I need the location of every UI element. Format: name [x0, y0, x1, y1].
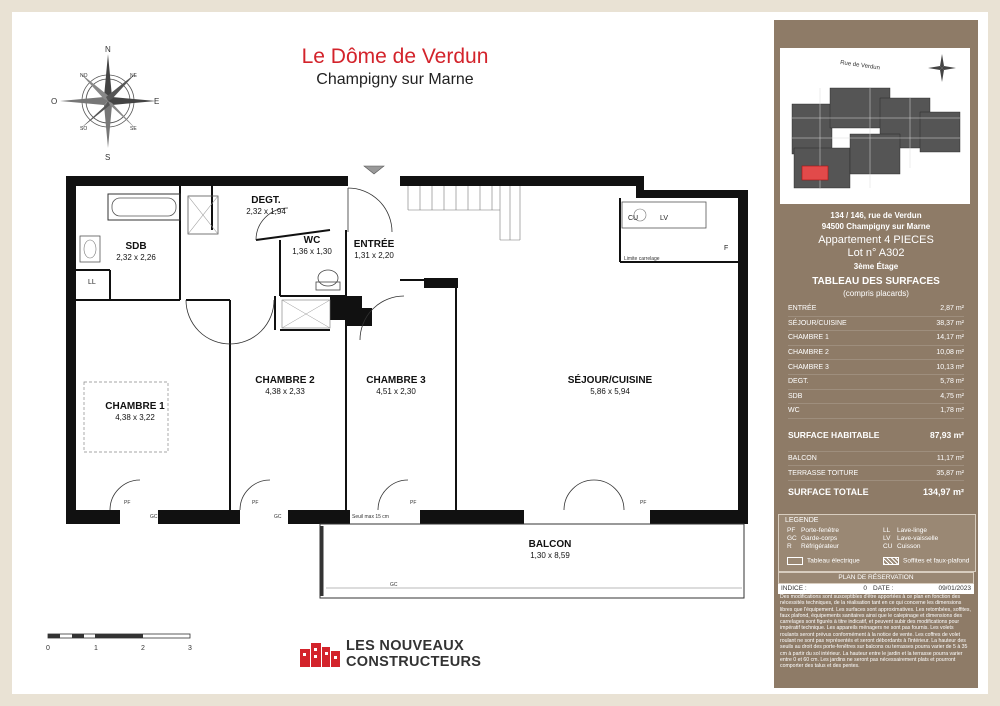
surface-total-row: SURFACE TOTALE 134,97 m² [788, 486, 964, 497]
reservation-title: PLAN DE RÉSERVATION [778, 572, 974, 584]
surface-row: CHAMBRE 3 10,13 m² [788, 360, 964, 375]
room-degt-dim: 2,32 x 1,94 [246, 207, 286, 216]
room-sdb [110, 240, 162, 263]
room-balcon-name: BALCON [528, 539, 572, 550]
soffites-hatch-icon [883, 557, 899, 565]
surfaces-table [788, 302, 964, 503]
label-pf-4: PF [640, 500, 647, 506]
surface-row: SÉJOUR/CUISINE 38,37 m² [788, 317, 964, 332]
compass-so: SO [80, 126, 88, 132]
room-chambre3-dim: 4,51 x 2,30 [376, 387, 416, 396]
project-title-block [240, 44, 550, 90]
room-wc [288, 234, 336, 257]
legend-title: LEGENDE [785, 517, 819, 524]
legend-tableau: Tableau électrique [787, 557, 860, 565]
disclaimer-notes: Des modifications sont susceptibles d'être apportées à ce plan en fonction des nécessités techniques, de la réalisation tant en ce qui concerne les dimensions libres que l'équipement. Les surfaces sont approximatives. Les retombées, soffites, faux plafond, équipements sanitaires ainsi que le calepinage et dimensions des carrelages sont figurés à titre indicatif, et peuvent subir des modifications pour impératif technique. Les appareils ménagers ne sont pas fournis. Les volets roulants seront prévus conformément à la notice de vente. Les coffres de volet roulant ne sont pas représentés et seront débordants à l'intérieur. La hauteur des seuils au droit des porte-fenêtres sur balcons ou terrasses pourra varier de 5 à 35 cm à partir du sol intérieur. La hauteur entre le jardin et la terrasse pourra varier entre 0 et 60 cm. Les jardins ne seront pas nécessairement plats et pourront comporter des talus et des pentes. [780, 594, 971, 670]
room-entree-dim: 1,31 x 2,20 [354, 251, 394, 260]
room-chambre3-name: CHAMBRE 3 [366, 375, 426, 386]
lot-highlight [802, 166, 828, 180]
surfaces-title-block [774, 276, 978, 300]
compass-n: N [105, 45, 111, 54]
logo-line1: LES NOUVEAUX [346, 638, 465, 654]
apartment-type: Appartement 4 PIECES [818, 234, 934, 246]
compass-ne: NE [130, 73, 137, 79]
address-line2: 94500 Champigny sur Marne [821, 222, 931, 231]
legend-soffites: Soffites et faux-plafond [883, 557, 969, 565]
room-sejour-dim: 5,86 x 5,94 [590, 387, 630, 396]
legend-box [778, 514, 976, 572]
floor-level: 3ème Étage [853, 262, 899, 271]
room-sejour-name: SÉJOUR/CUISINE [567, 375, 653, 386]
site-plan-thumbnail [780, 48, 970, 204]
reservation-block [778, 572, 974, 594]
logo-line2: CONSTRUCTEURS [346, 654, 482, 670]
surface-row: ENTRÉE 2,87 m² [788, 302, 964, 317]
room-entree-name: ENTRÉE [353, 239, 395, 250]
info-panel [774, 20, 978, 688]
room-balcon-dim: 1,30 x 8,59 [530, 551, 570, 560]
room-balcon [500, 538, 600, 561]
compass-o: O [51, 97, 58, 106]
label-ll: LL [88, 279, 96, 286]
project-city: Champigny sur Marne [316, 71, 474, 88]
lot-number: Lot n° A302 [847, 247, 905, 259]
room-sdb-dim: 2,32 x 2,26 [116, 253, 156, 262]
room-chambre2-name: CHAMBRE 2 [255, 375, 315, 386]
label-limite: Limite carrelage [624, 256, 660, 262]
compass-e: E [154, 97, 160, 106]
scale-label-0: 0 [46, 645, 50, 652]
room-chambre1 [100, 400, 170, 423]
legend-left: PF Porte-fenêtre GC Garde-corps R Réfrigérateur [787, 527, 839, 550]
brand-logo [298, 636, 498, 670]
room-sejour [560, 374, 660, 397]
label-gc-3: GC [390, 582, 398, 588]
surface-row: WC 1,78 m² [788, 404, 964, 419]
street-label: Rue de Verdun [839, 60, 881, 72]
reservation-meta: INDICE : 0 DATE : 09/01/2023 [778, 584, 974, 594]
room-sdb-name: SDB [125, 241, 147, 252]
label-gc-1: GC [150, 514, 158, 520]
surface-row: CHAMBRE 1 14,17 m² [788, 331, 964, 346]
room-wc-name: WC [303, 235, 321, 246]
compass-s: S [105, 153, 111, 162]
label-pf-1: PF [124, 500, 131, 506]
project-name: Le Dôme de Verdun [301, 45, 489, 68]
scale-bar [46, 632, 196, 656]
surface-row: DEGT. 5,78 m² [788, 375, 964, 390]
label-cu: CU [628, 215, 639, 222]
room-degt-name: DEGT. [251, 195, 281, 206]
scale-label-3: 3 [188, 645, 192, 652]
room-degt [238, 194, 294, 217]
legend-right: LL Lave-linge LV Lave-vaisselle CU Cuisson [883, 527, 939, 550]
room-entree [348, 238, 400, 261]
label-seuil: Seuil max 15 cm [352, 514, 389, 520]
room-chambre1-dim: 4,38 x 3,22 [115, 413, 155, 422]
compass-se: SE [130, 126, 137, 132]
compass-no: NO [80, 73, 88, 79]
tableau-electrique-icon [787, 557, 803, 565]
surfaces-subtitle: (compris placards) [843, 289, 909, 298]
room-chambre2-dim: 4,38 x 2,33 [265, 387, 305, 396]
surface-row: SDB 4,75 m² [788, 390, 964, 405]
surfaces-title: TABLEAU DES SURFACES [812, 276, 940, 287]
room-chambre1-name: CHAMBRE 1 [105, 401, 165, 412]
scale-label-1: 1 [94, 645, 98, 652]
address-line1: 134 / 146, rue de Verdun [830, 211, 922, 220]
room-chambre2 [250, 374, 320, 397]
label-gc-2: GC [274, 514, 282, 520]
surface-extra-row: BALCON 11,17 m² [788, 452, 964, 467]
surface-extra-row: TERRASSE TOITURE 35,87 m² [788, 466, 964, 481]
logo-mark-icon [298, 639, 342, 669]
compass-rose [50, 44, 162, 162]
surface-row: CHAMBRE 2 10,08 m² [788, 346, 964, 361]
label-lv: LV [660, 215, 669, 222]
room-chambre3 [361, 374, 431, 397]
label-pf-3: PF [410, 500, 417, 506]
surface-habitable-row: SURFACE HABITABLE 87,93 m² [788, 419, 964, 452]
scale-label-2: 2 [141, 645, 145, 652]
label-f: F [724, 245, 729, 252]
label-pf-2: PF [252, 500, 259, 506]
room-wc-dim: 1,36 x 1,30 [292, 247, 332, 256]
